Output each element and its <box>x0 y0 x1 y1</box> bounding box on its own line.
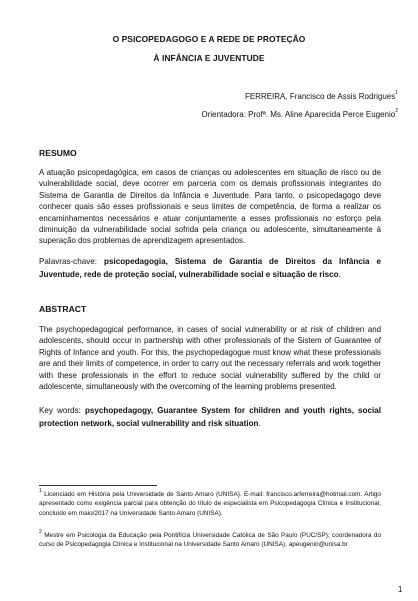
abstract-keywords <box>39 404 381 431</box>
abstract-keywords-list: psychopedagogy, Guarantee System for children and youth rights, social protection network, social vulnerability and risk situation <box>39 406 381 429</box>
abstract-keywords-label: Key words: <box>39 406 81 415</box>
footnote-2-text: Mestre em Psicologia da Educação pela Pontifícia Universidade Católica de São Paulo (PUC/SP); coordenadora do curso de Psicopedagogia Clínica e Institucional na Universidade Santo Amaro (UNISA). apeugenio@unisa.br <box>39 532 381 549</box>
footnote-separator <box>39 485 157 486</box>
advisor-name: Orientadora: Profª. Ms. Aline Aparecida Perce Eugenio <box>201 110 396 119</box>
resumo-keywords <box>39 255 381 282</box>
resumo-keywords-list: psicopedagogia, Sistema de Garantia de Direitos da Infância e Juventude, rede de proteção social, vulnerabilidade social e situação de risco <box>39 257 381 280</box>
page-number: 1 <box>398 585 403 594</box>
author-name: FERREIRA, Francisco de Assis Rodrigues <box>244 92 396 101</box>
advisor-footnote-mark: 2 <box>395 108 398 114</box>
abstract-heading: ABSTRACT <box>39 304 87 314</box>
resumo-keywords-label: Palavras-chave: <box>39 257 98 266</box>
advisor-line <box>201 110 398 119</box>
footnote-1-text: Licenciado em História pela Universidade de Santo Amaro (UNISA). E-mail: francisco.arferreira@hotmail.com. Artigo apresentado como exigência parcial para obtenção do título de especialista em Psicopedagogia Clínica e Institucional, concluído em maio/2017 na Universidade Santo Amaro (UNISA). <box>39 491 381 517</box>
footnote-2 <box>39 531 381 550</box>
title-line-1: O PSICOPEDAGOGO E A REDE DE PROTEÇÃO <box>112 34 306 44</box>
abstract-text: The psychopedagogical performance, in cases of social vulnerability or at risk of children and adolescents, should occur in partnership with other professionals of the Sistem of Guarantee of Rights of Infance and youth. For this, the psychopedagogue must know what these professionals are and their limits of competence, in order to carry out the necessary referrals and work together with these professionals in the effort to reduce social vulnerability suffered by the child or adolescente, simultaneously with the overcoming of the learning problems presented. <box>39 325 381 392</box>
footnote-1-mark: 1 <box>39 488 42 494</box>
abstract-keywords-end: . <box>258 419 261 429</box>
author-footnote-mark: 1 <box>395 90 398 96</box>
resumo-keywords-end: . <box>338 270 341 280</box>
author-line <box>245 92 398 101</box>
footnote-2-mark: 2 <box>39 529 42 535</box>
resumo-text: A atuação psicopedagógica, em casos de crianças ou adolescentes em situação de risco ou de vulnerabilidade social, deve ocorrer em parceria com os demais profissionais integrantes do Sistema de Garantia de Direitos da Infância e Juventude. Para tanto, o psicopedagogo deve conhecer quais são esses profissionais e seus limites de competência, de forma a realizar os encaminhamentos necessários e atuar conjuntamente a esses profissionais no esforço pela diminuição da vulnerabilidade social sofrida pela criança ou adolescente, simultaneamente à superação dos problemas de aprendizagem apresentados. <box>39 168 381 246</box>
footnote-1 <box>39 490 381 518</box>
resumo-heading: RESUMO <box>39 148 77 158</box>
title-line-2: À INFÂNCIA E JUVENTUDE <box>153 53 265 63</box>
